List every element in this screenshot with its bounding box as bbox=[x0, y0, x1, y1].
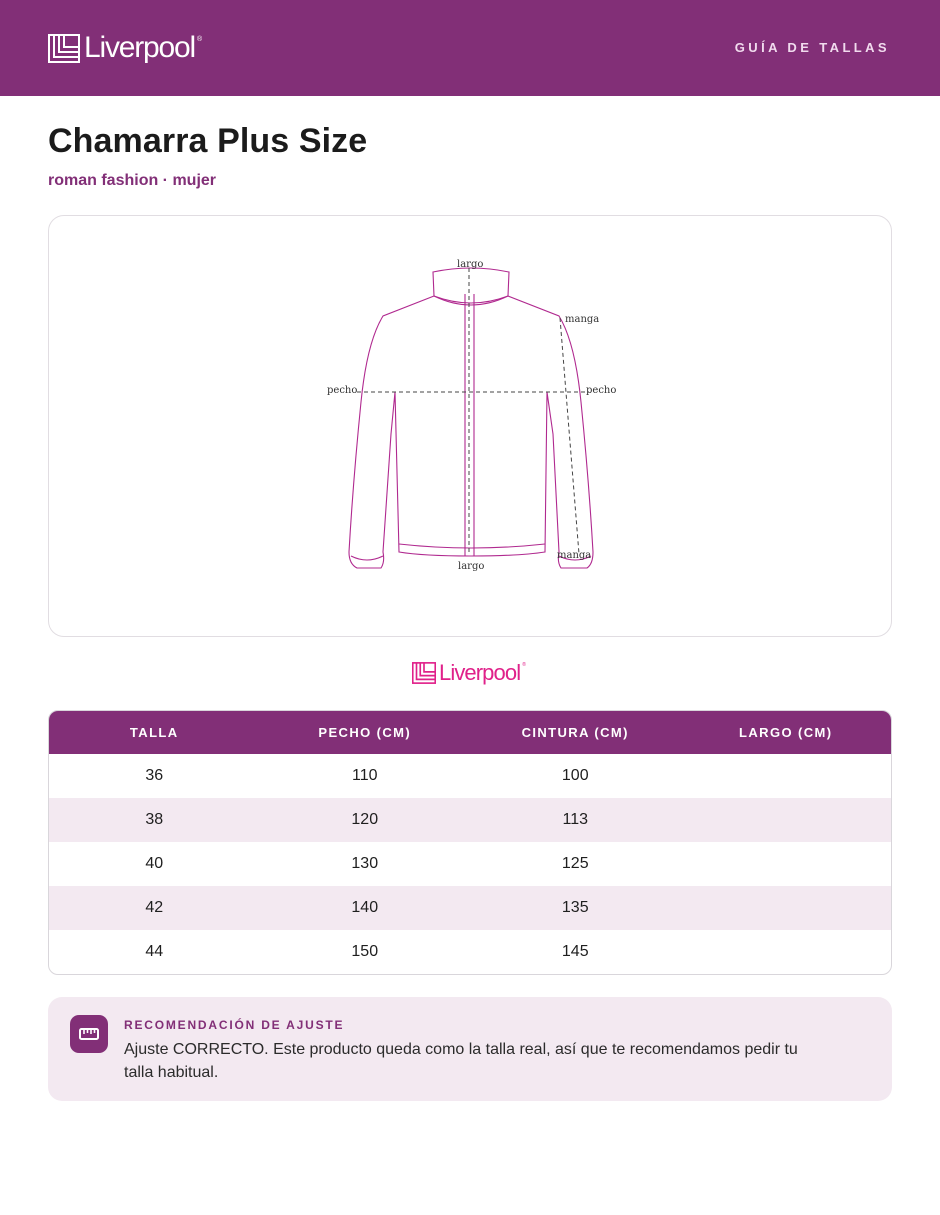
jacket-collar bbox=[433, 268, 509, 303]
cell-largo bbox=[681, 754, 892, 798]
label-pecho-right: pecho bbox=[586, 385, 617, 396]
fit-recommendation-heading: RECOMENDACIÓN DE AJUSTE bbox=[124, 1018, 345, 1032]
cell-talla: 40 bbox=[145, 855, 164, 872]
manga-measure-line bbox=[560, 318, 579, 554]
cell-cintura: 100 bbox=[561, 767, 589, 784]
cell-pecho: 130 bbox=[351, 855, 379, 872]
table-row bbox=[49, 842, 891, 886]
ruler-icon bbox=[70, 1015, 108, 1053]
header-pecho: PECHO (CM) bbox=[318, 725, 412, 740]
label-pecho-left: pecho bbox=[327, 385, 358, 396]
cell-largo bbox=[681, 930, 892, 974]
header-talla: TALLA bbox=[129, 725, 179, 740]
label-manga-bottom: manga bbox=[557, 550, 592, 561]
brand-wordmark-secondary: Liverpool bbox=[439, 660, 521, 685]
cell-talla: 44 bbox=[145, 943, 164, 960]
label-manga-top: manga bbox=[565, 314, 600, 325]
cell-talla: 38 bbox=[145, 811, 164, 828]
top-bar bbox=[0, 0, 940, 96]
fit-recommendation-card bbox=[48, 997, 892, 1101]
fit-recommendation-text: Ajuste CORRECTO. Este producto queda como la talla real, así que te recomendamos pedir tu talla habitual. bbox=[124, 1041, 798, 1081]
table-row bbox=[49, 930, 891, 974]
cell-talla: 36 bbox=[145, 767, 164, 784]
cell-largo bbox=[681, 798, 892, 842]
jacket-hem bbox=[399, 544, 545, 548]
cell-cintura: 145 bbox=[561, 943, 589, 960]
liverpool-logo[interactable] bbox=[48, 30, 202, 66]
cell-pecho: 110 bbox=[351, 767, 378, 784]
cell-pecho: 150 bbox=[351, 943, 379, 960]
table-row bbox=[49, 886, 891, 930]
cell-cintura: 135 bbox=[561, 899, 589, 916]
cell-pecho: 140 bbox=[351, 899, 379, 916]
label-largo-bottom: largo bbox=[458, 561, 485, 572]
jacket-diagram bbox=[323, 252, 623, 582]
jacket-collar-inner bbox=[434, 296, 508, 305]
ruler-icon-glyph bbox=[79, 1027, 99, 1041]
liverpool-logo-icon bbox=[412, 662, 436, 684]
measurement-diagram-card bbox=[48, 215, 892, 637]
cell-cintura: 125 bbox=[561, 855, 589, 872]
cell-talla: 42 bbox=[145, 899, 164, 916]
label-largo-top: largo bbox=[457, 259, 484, 270]
cell-largo bbox=[681, 886, 892, 930]
table-header bbox=[49, 711, 891, 754]
registered-mark-secondary: ® bbox=[522, 662, 526, 668]
table-row bbox=[49, 798, 891, 842]
table-row bbox=[49, 754, 891, 798]
jacket-left-cuff bbox=[351, 556, 383, 560]
cell-cintura: 113 bbox=[562, 811, 588, 828]
product-subtitle: roman fashion · mujer bbox=[48, 172, 217, 189]
liverpool-logo-icon bbox=[48, 34, 80, 63]
header-cintura: CINTURA (CM) bbox=[521, 725, 629, 740]
size-guide-nav-link[interactable]: GUÍA DE TALLAS bbox=[734, 40, 890, 55]
size-table bbox=[48, 710, 892, 975]
registered-mark: ® bbox=[196, 36, 203, 43]
header-largo: LARGO (CM) bbox=[739, 725, 833, 740]
cell-largo bbox=[681, 842, 892, 886]
brand-wordmark: Liverpool bbox=[84, 31, 195, 64]
page-title: Chamarra Plus Size bbox=[48, 122, 368, 160]
jacket-body bbox=[349, 296, 593, 568]
cell-pecho: 120 bbox=[351, 811, 379, 828]
liverpool-logo-secondary bbox=[412, 659, 526, 687]
